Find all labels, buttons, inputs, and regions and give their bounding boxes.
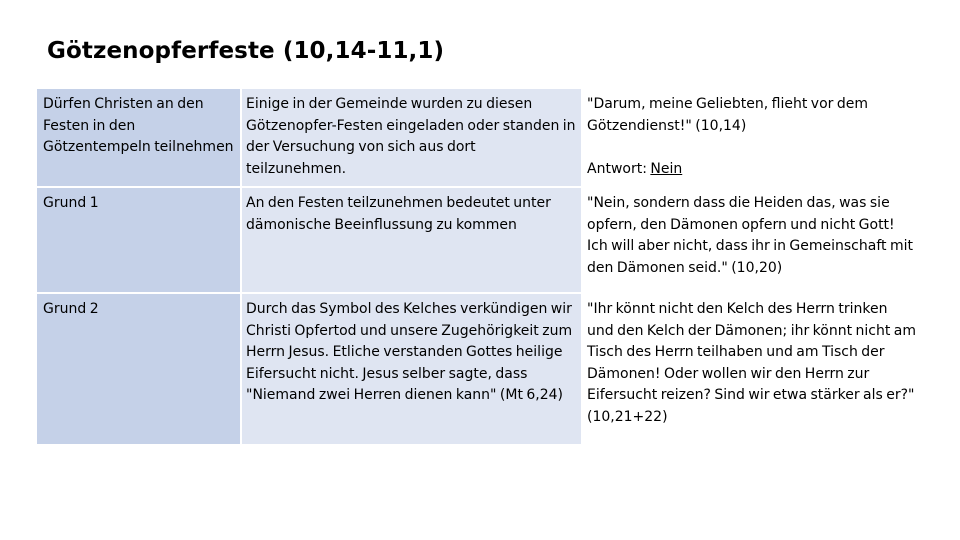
row-quote: "Ihr könnt nicht den Kelch des Herrn trinken und den Kelch der Dämonen; ihr könnt nicht am Tisch des Herrn teilhaben und am Tisch der Dämonen! Oder wollen wir den Herrn zur Eifersucht reizen? Sind wir etwa stärker als er?" (10,21+22) bbox=[587, 301, 917, 425]
answer-line bbox=[587, 159, 917, 181]
answer-value: Nein bbox=[650, 160, 683, 177]
table-row bbox=[37, 188, 922, 292]
content-table bbox=[37, 89, 922, 444]
row-quote: "Darum, meine Geliebten, flieht vor dem Götzendienst!" (10,14) bbox=[587, 96, 868, 134]
row-quote: "Nein, sondern dass die Heiden das, was sie opfern, den Dämonen opfern und nicht Gott! Ich will aber nicht, dass ihr in Gemeinschaft mit den Dämonen seid." (10,20) bbox=[587, 195, 913, 276]
row-label: Grund 2 bbox=[37, 294, 240, 444]
row-label: Grund 1 bbox=[37, 188, 240, 292]
row-label: Dürfen Christen an den Festen in den Götzentempeln teilnehmen bbox=[37, 89, 240, 186]
row-explanation: An den Festen teilzunehmen bedeutet unter dämonische Beeinflussung zu kommen bbox=[242, 188, 581, 292]
row-explanation: Einige in der Gemeinde wurden zu diesen Götzenopfer-Festen eingeladen oder standen in der Versuchung von sich aus dort teilzunehmen. bbox=[242, 89, 581, 186]
answer-label: Antwort: bbox=[587, 160, 651, 177]
table-row bbox=[37, 294, 922, 444]
page-title: Götzenopferfeste (10,14-11,1) bbox=[47, 38, 445, 64]
table-row bbox=[37, 89, 922, 186]
row-explanation: Durch das Symbol des Kelches verkündigen wir Christi Opfertod und unsere Zugehörigkeit zum Herrn Jesus. Etliche verstanden Gottes heilige Eifersucht nicht. Jesus selber sagte, dass "Niemand zwei Herren dienen kann" (Mt 6,24) bbox=[242, 294, 581, 444]
row-quote-cell bbox=[581, 89, 922, 186]
